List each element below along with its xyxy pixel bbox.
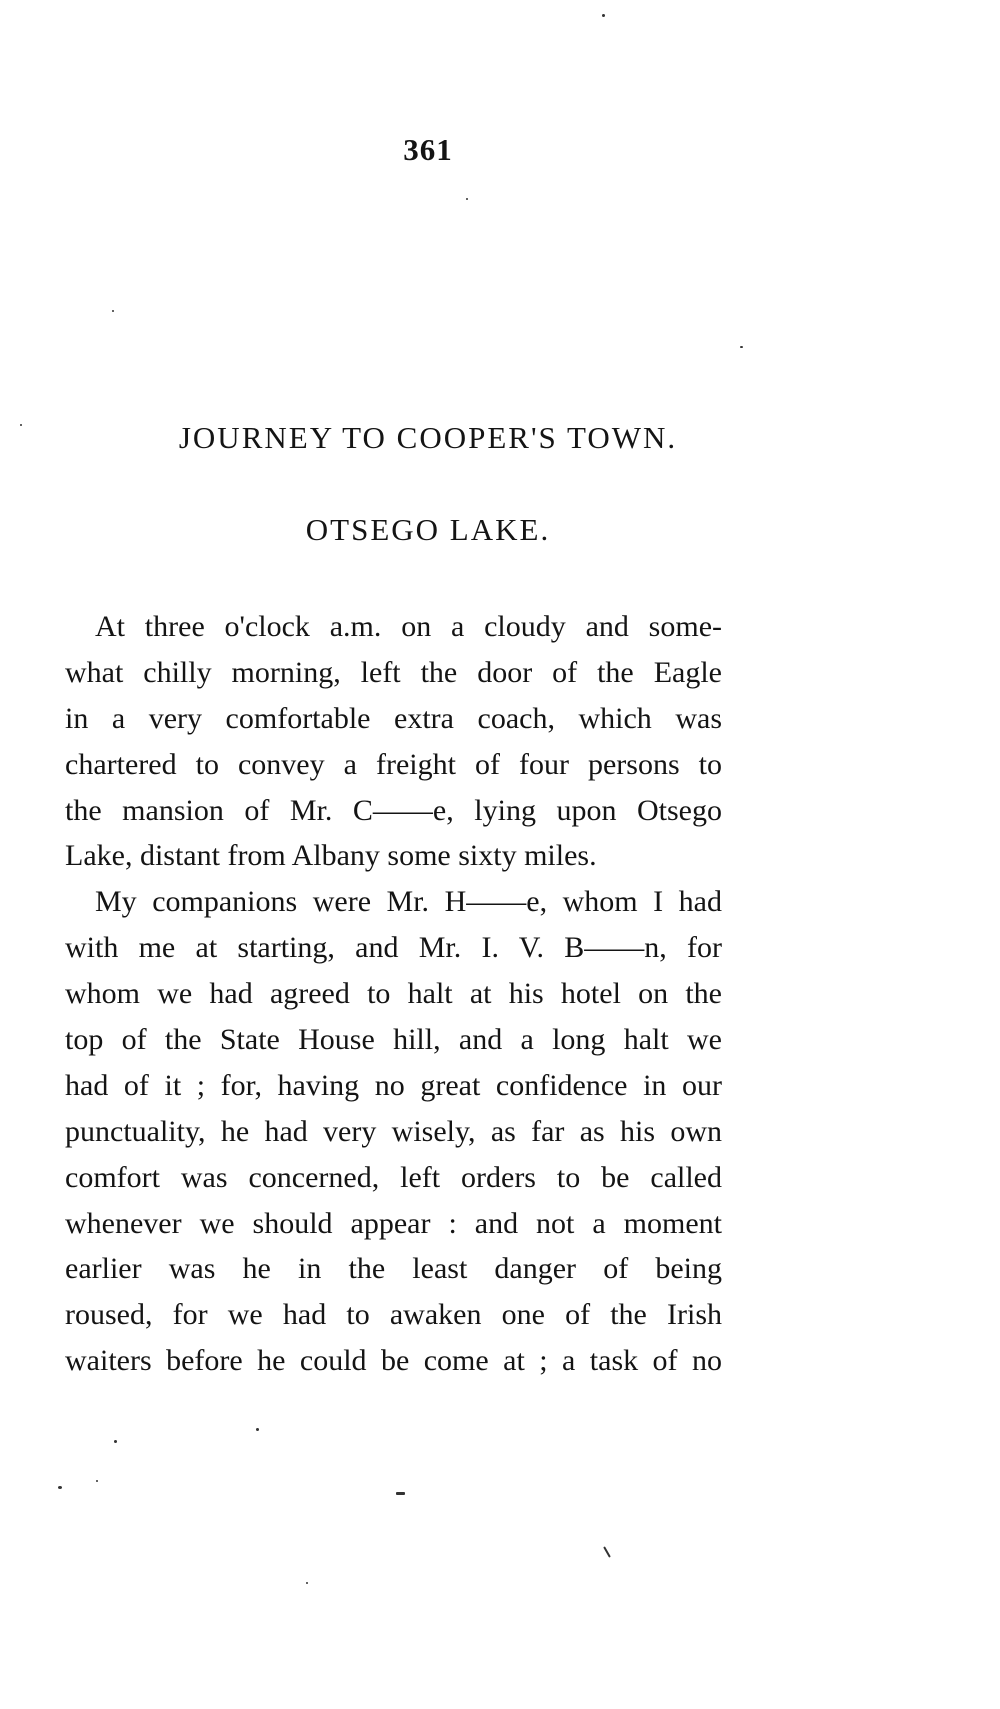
text-line: punctuality, he had very wisely, as far as his own <box>65 1114 722 1148</box>
text-line: what chilly morning, left the door of the Eagle <box>65 655 722 689</box>
text-line: chartered to convey a freight of four persons to <box>65 747 722 781</box>
scan-speck <box>396 1492 405 1495</box>
text-line: comfort was concerned, left orders to be called <box>65 1160 722 1194</box>
text-line: waiters before he could be come at ; a task of no <box>65 1344 722 1378</box>
scan-speck <box>20 424 22 426</box>
text-line: had of it ; for, having no great confidence in our <box>65 1068 722 1102</box>
text-line: My companions were Mr. H——e, whom I had <box>95 885 722 919</box>
scan-speck <box>603 1546 611 1557</box>
text-line: roused, for we had to awaken one of the Irish <box>65 1298 722 1332</box>
text-line: earlier was he in the least danger of being <box>65 1252 722 1286</box>
text-line: the mansion of Mr. C——e, lying upon Otsego <box>65 793 722 827</box>
text-line: in a very comfortable extra coach, which was <box>65 701 722 735</box>
paragraph-1 <box>65 604 722 879</box>
text-line: whom we had agreed to halt at his hotel on the <box>65 977 722 1011</box>
chapter-title: JOURNEY TO COOPER'S TOWN. <box>178 420 678 455</box>
text-line: top of the State House hill, and a long halt we <box>65 1023 722 1057</box>
page-number: 361 <box>403 132 453 167</box>
body-text <box>65 604 722 1384</box>
scan-speck <box>114 1440 117 1443</box>
paragraph-2 <box>65 879 722 1384</box>
scan-speck <box>306 1582 308 1584</box>
scan-speck <box>58 1486 62 1489</box>
scan-speck <box>602 14 605 17</box>
text-line: whenever we should appear : and not a moment <box>65 1206 722 1240</box>
section-title: OTSEGO LAKE. <box>305 512 551 547</box>
text-line: At three o'clock a.m. on a cloudy and some- <box>95 610 722 643</box>
text-line: Lake, distant from Albany some sixty miles. <box>65 839 597 873</box>
text-line: with me at starting, and Mr. I. V. B——n, for <box>65 931 722 965</box>
scan-speck <box>466 198 468 200</box>
scan-speck <box>112 310 114 312</box>
scan-speck <box>740 346 743 348</box>
scan-speck <box>96 1480 98 1482</box>
scan-speck <box>256 1428 259 1431</box>
